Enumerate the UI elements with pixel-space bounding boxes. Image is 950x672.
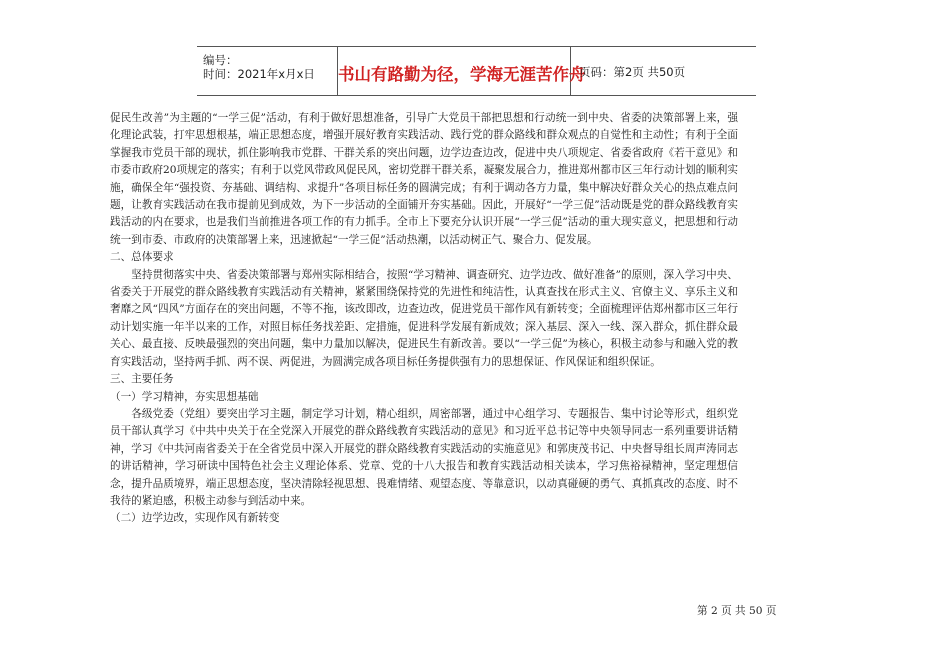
- header-motto: 书山有路勤为径，学海无涯苦作舟: [338, 65, 586, 84]
- document-body: [110, 110, 738, 528]
- document-time-label: 时间：2021年x月x日: [203, 67, 315, 81]
- header-pagecode-cell: [571, 47, 756, 95]
- section-heading: 二、总体要求: [110, 251, 174, 264]
- header-meta-cell: [197, 47, 338, 95]
- body-paragraph: 各级党委（党组）要突出学习主题，制定学习计划，精心组织，周密部署，通过中心组学习、专题报告、集中讨论等形式，组织党员干部认真学习《中共中央关于在全党深入开展党的群众路线教育实践活动的意见》和习近平总书记等中央领导同志一系列重要讲话精神，学习《中共河南省委关于在全省党员中深入开展党的群众路线教育实践活动的实施意见》和郭庚茂书记、中央督导组长周声涛同志的讲话精神，学习研读中国特色社会主义理论体系、党章、党的十八大报告和教育实践活动相关读本，学习焦裕禄精神，坚定理想信念，提升品质境界，端正思想态度，坚决清除轻视思想、畏难情绪、观望态度、等靠意识，以动真碰硬的勇气、真抓真改的态度、时不我待的紧迫感，积极主动参与到活动中来。: [110, 407, 738, 507]
- section-heading: （一）学习精神，夯实思想基础: [110, 390, 259, 403]
- body-paragraph: 促民生改善”为主题的“一学三促”活动，有利于做好思想准备，引导广大党员干部把思想和行动统一到中央、省委的决策部署上来，强化理论武装，打牢思想根基，端正思想态度，增强开展好教育实践活动、践行党的群众路线和群众观点的自觉性和主动性；有利于全面掌握我市党员干部的现状，抓住影响我市党群、干群关系的突出问题，边学边查边改，促进中央八项规定、省委省政府《若干意见》和市委市政府20项规定的落实；有利于以党风带政风促民风，密切党群干群关系，凝聚发展合力，推进郑州都市区三年行动计划的顺利实施，确保全年“强投资、夯基础、调结构、求提升”各项目标任务的圆满完成；有利于调动各方力量，集中解决好群众关心的热点难点问题，让教育实践活动在我市提前见到成效，为下一步活动的全面铺开夯实基础。因此，开展好“一学三促”活动既是党的群众路线教育实践活动的内在要求，也是我们当前推进各项工作的有力抓手。全市上下要充分认识开展“一学三促”活动的重大现实意义，把思想和行动统一到市委、市政府的决策部署上来，迅速掀起“一学三促”活动热潮，以活动树正气、聚合力、促发展。: [110, 112, 738, 246]
- document-number-label: 编号：: [203, 53, 238, 67]
- header-motto-cell: [338, 47, 586, 95]
- page-footer: 第 2 页 共 50 页: [697, 605, 777, 617]
- body-paragraph: 坚持贯彻落实中央、省委决策部署与郑州实际相结合，按照“学习精神、调查研究、边学边改、做好准备”的原则，深入学习中央、省委关于开展党的群众路线教育实践活动有关精神，紧紧围绕保持党的先进性和纯洁性，认真查找在形式主义、官僚主义、享乐主义和奢靡之风“四风”方面存在的突出问题，不等不拖，该改即改，边查边改，促进党员干部作风有新转变；全面梳理评估郑州都市区三年行动计划实施一年半以来的工作，对照目标任务找差距、定措施，促进科学发展有新成效；深入基层、深入一线、深入群众，抓住群众最关心、最直接、反映最强烈的突出问题，集中力量加以解决，促进民生有新改善。要以“一学三促”为核心，积极主动参与和融入党的教育实践活动，坚持两手抓、两不误、两促进，为圆满完成各项目标任务提供强有力的思想保证、作风保证和组织保证。: [110, 268, 738, 368]
- page-header: [197, 46, 756, 96]
- section-heading: 三、主要任务: [110, 373, 174, 386]
- header-page-code: 页码：第2页 共50页: [579, 65, 686, 79]
- section-heading: （二）边学边改，实现作风有新转变: [110, 512, 280, 525]
